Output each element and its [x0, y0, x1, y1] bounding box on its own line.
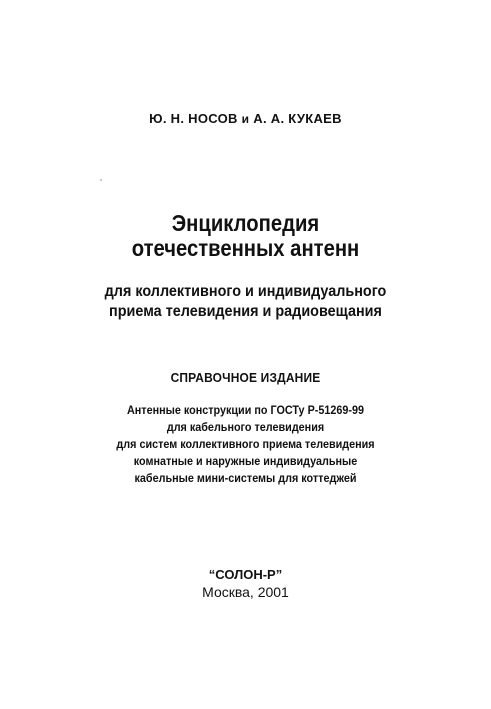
author-1: Ю. Н. НОСОВ [149, 111, 238, 126]
description-line-1: Антенные конструкции по ГОСТу Р-51269-99 [126, 403, 365, 417]
edition-type: СПРАВОЧНОЕ ИЗДАНИЕ [170, 370, 321, 385]
description-line-5: кабельные мини-системы для коттеджей [134, 471, 357, 485]
description-line-3: для систем коллективного приема телевидения [116, 437, 375, 451]
authors-line [0, 111, 491, 126]
scan-speck [100, 179, 102, 181]
author-2: А. А. КУКАЕВ [253, 111, 342, 126]
author-conjunction: и [241, 112, 250, 126]
description-line-2: для кабельного телевидения [166, 420, 325, 434]
book-title-line-1: Энциклопедия [171, 210, 320, 236]
subtitle-line-2: приема телевидения и радиовещания [109, 303, 382, 320]
book-title-line-2: отечественных антенн [131, 235, 360, 261]
publication-place-year: Москва, 2001 [202, 584, 289, 600]
subtitle-line-1: для коллективного и индивидуального [104, 283, 387, 300]
publisher-name: “СОЛОН-Р” [208, 567, 283, 582]
description-line-4: комнатные и наружные индивидуальные [133, 454, 358, 468]
